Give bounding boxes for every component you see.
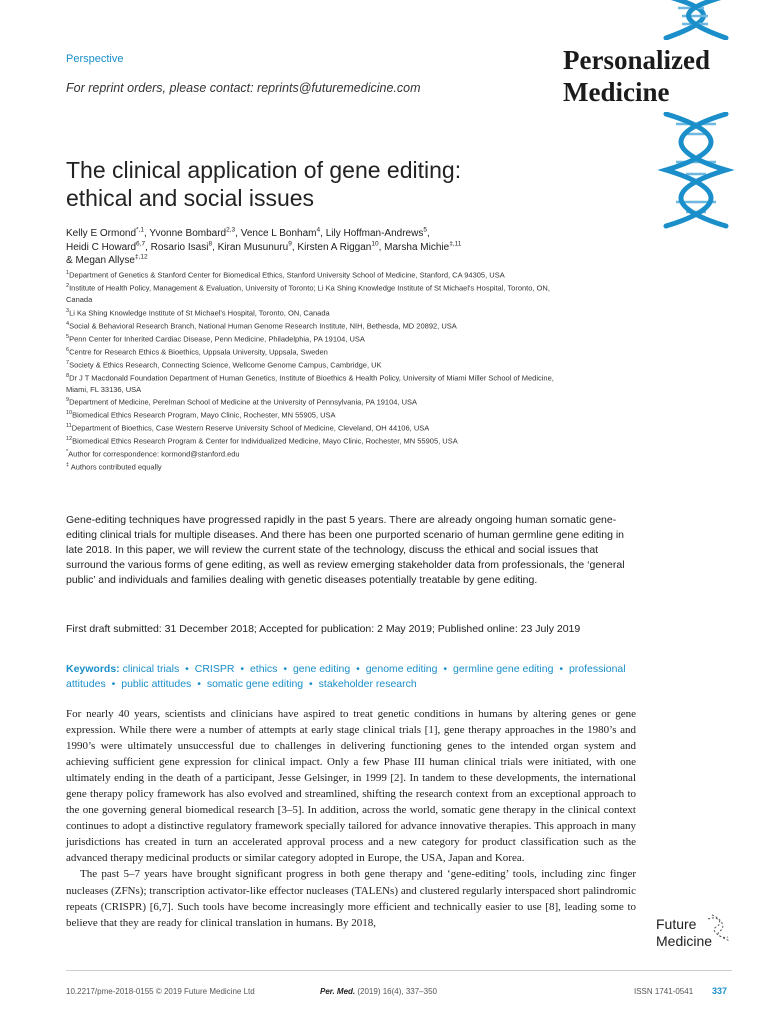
author-affiliation-marker: 9 [288,240,292,248]
affiliation-marker: 12 [66,436,73,442]
affiliation-marker: 8 [66,372,70,379]
author-affiliation-marker: 5 [423,226,427,234]
section-label: Perspective [66,53,124,65]
dna-helix-icon [656,0,736,40]
keyword-separator: • [283,663,288,675]
author-list: Kelly E Ormond$^{*,1}$, Yvonne Bombard$^{2,3}$, Vence L Bonham$^4$, Lily Hoffman-Andrews$^5$, Heidi C Howard$^{6,7}$, Rosario Isasi$^8$, Kiran Musunuru$^9$, Kirsten A Riggan$^{10}$, Marsha Michie$^{\ddagger,11}$ & Megan Allyse$^{\ddagger,12}$ [66,226,462,266]
article-title-line2: ethical and social issues [66,185,315,211]
author-affiliation-marker: 8 [208,240,213,248]
affiliation-text: Department of Genetics & Stanford Center for Biomedical Ethics, Stanford University School of Medicine, Stanford, CA 94305, USA [69,270,505,280]
affiliation-text: Li Ka Shing Knowledge Institute of St Michael's Hospital, Toronto, ON, Canada [69,308,330,317]
journal-title-line1: Personalized [563,45,710,75]
author-name: Kelly E Ormond [66,228,137,239]
author-name: & Megan Allyse [66,255,135,266]
dna-helix-icon [656,112,736,230]
affiliation-text: Society & Ethics Research, Connecting Science, Wellcome Genome Campus, Cambridge, UK [69,360,382,369]
affiliation [66,319,566,332]
affiliation-marker: 3 [66,307,70,314]
keyword-separator: • [185,663,189,675]
keyword[interactable]: CRISPR [194,663,235,675]
affiliation [66,306,566,319]
keyword[interactable]: stakeholder research [318,678,417,690]
author-name: Lily Hoffman-Andrews [325,228,424,239]
keyword[interactable]: public attitudes [121,678,192,690]
affiliation [66,408,566,421]
author-name: Yvonne Bombard [149,228,227,239]
affiliation-text: Department of Medicine, Perelman School of Medicine at the University of Pennsylvania, PA 19104, USA [69,397,418,407]
author-affiliation-marker: 6,7 [136,240,146,248]
keywords [66,662,646,692]
affiliation-marker: 7 [66,359,70,366]
affiliation [66,447,566,460]
affiliation-marker: 11 [66,423,72,429]
publication-dates: First draft submitted: 31 December 2018; Accepted for publication: 2 May 2019; Published online: 23 July 2019 [66,623,581,635]
page-number: 337 [712,986,728,996]
affiliation-marker: 10 [66,410,73,416]
affiliation [66,345,566,358]
affiliation [66,421,566,434]
article-body [66,706,636,931]
affiliation-text: Authors contributed equally [69,462,162,472]
keyword[interactable]: genome editing [365,663,438,675]
affiliation-text: Department of Bioethics, Case Western Reserve University School of Medicine, Cleveland, OH 44106, USA [71,423,430,433]
affiliation-text: Dr J T Macdonald Foundation Department of Human Genetics, Institute of Bioethics & Health Policy, University of Miami Miller School of Medicine, Miami, FL 33136, USA [66,373,554,394]
affiliation-text: Social & Behavioral Research Branch, National Human Genome Research Institute, NIH, Bethesda, MD 20892, USA [69,321,457,330]
journal-title-line2: Medicine [563,77,670,107]
keyword-separator: • [356,663,360,675]
keyword-separator: • [309,678,313,690]
body-paragraph: For nearly 40 years, scientists and clinicians have aspired to treat genetic conditions in humans by altering genes or gene expression. While there were a number of attempts at early stage clinical trials [1], gene therapy approaches in the 1980’s and 1990’s were ultimately unsuccessful due to challenges in delivering functioning genes to the intended organ system and achieving sufficient gene expression for clinical impact. Only a few Phase III human clinical trials were initiated, with one ultimately ending in the death of a participant, Jesse Gelsinger, in 1999 [2]. In tandem to these developments, the international gene therapy policy framework has also evolved and streamlined, shifting the research context from an exceptional approach to the one governing general biomedical research [3–5]. In addition, across the world, somatic gene therapy in the clinical context continues to adopt a distinctive regulatory framework specially tailored for advance innovative therapies. This approach in many jurisdictions has created in turn an accelerated approval process and a new category for product classification such as the advanced therapy medicinal products or similar category adopted in Europe, the USA, Japan and Korea. [66,708,636,865]
keyword-separator: • [443,663,448,675]
journal-title [563,44,710,108]
keyword[interactable]: somatic gene editing [206,678,304,690]
affiliation-marker: 4 [66,320,70,327]
affiliation-text: Author for correspondence: kormond@stanford.edu [68,449,240,459]
affiliation-marker: 2 [66,283,70,289]
keyword[interactable]: clinical trials [122,663,180,675]
body-paragraph: The past 5–7 years have brought significant progress in both gene therapy and ‘gene-editing’ tools, including zinc finger nucleases (ZFNs); transcription activator-like effector nucleases (TALENs) and clustered regularly interspaced short palindromic repeats (CRISPR) [6,7]. Such tools have become increasingly more efficient and technically easier to use [8], leading some to believe that they are ready for clinical translation in humans. By 2018, [66,868,636,929]
keyword[interactable]: germline gene editing [453,663,554,675]
author-affiliation-marker: ‡,12 [134,253,148,261]
affiliation [66,268,566,281]
footer-doi: 10.2217/pme-2018-0155 © 2019 Future Medicine Ltd [66,987,255,996]
affiliation-text: Penn Center for Inherited Cardiac Disease, Penn Medicine, Philadelphia, PA 19104, USA [69,334,365,343]
affiliation-marker: 9 [66,397,70,403]
citation-detail: (2019) 16(4), 337–350 [357,987,437,996]
author-name: Kirsten A Riggan [297,241,372,253]
affiliation [66,434,566,447]
affiliation-text: Centre for Research Ethics & Bioethics, Uppsala University, Uppsala, Sweden [69,347,328,356]
reprint-notice: For reprint orders, please contact: reprints@futuremedicine.com [66,81,421,95]
affiliation-marker: 5 [66,333,70,340]
footer-divider [66,970,732,971]
abstract: Gene-editing techniques have progressed rapidly in the past 5 years. There are already ongoing human somatic gene-editing clinical trials for multiple diseases. And there has been one purported scenario of human germline gene editing in late 2018. In this paper, we will review the current state of the technology, discuss the ethical and social issues that surround the various forms of gene editing, as well as review emerging stakeholder data from professionals, the ‘general public’ and individuals and families dealing with genetic diseases potentially treatable by gene editing. [66,514,625,586]
keyword-separator: • [240,663,245,675]
author-name: Vence L Bonham [240,228,317,239]
affiliation [66,460,566,473]
author-affiliation-marker: 4 [316,226,321,234]
affiliation [66,281,566,306]
author-name: Heidi C Howard [66,241,137,253]
affiliation [66,358,566,371]
affiliation-marker: * [66,449,69,455]
author-affiliation-marker: *,1 [136,226,144,234]
future-medicine-logo [656,916,712,950]
author-affiliation-marker: 2,3 [226,226,236,234]
affiliation-text: Biomedical Ethics Research Program, Mayo Clinic, Rochester, MN 55905, USA [72,410,336,420]
author-affiliation-marker: ‡,11 [449,240,462,248]
keyword-list [66,663,626,690]
keyword[interactable]: ethics [249,663,278,675]
affiliation [66,395,566,408]
affiliation [66,332,566,345]
affiliation-list [66,268,566,473]
journal-abbrev: Per. Med. [320,987,356,996]
keywords-label: Keywords: [66,663,120,675]
author-name: Marsha Michie [384,241,450,253]
author-name: Rosario Isasi [150,241,209,253]
footer-citation [320,987,437,996]
affiliation [66,371,566,396]
author-affiliation-marker: 10 [371,240,379,248]
keyword[interactable]: professional attitudes [66,663,626,690]
logo-line1: Future [656,916,697,932]
keyword[interactable]: gene editing [292,663,351,675]
article-title-line1: The clinical application of gene editing: [66,157,462,183]
article-title [66,156,566,212]
affiliation-marker: 1 [66,270,70,276]
keyword-separator: • [559,663,564,675]
affiliation-marker: ‡ [66,462,70,468]
footer-issn: ISSN 1741-0541 [634,987,694,996]
logo-swirl-icon [706,913,732,943]
logo-line2: Medicine [656,933,713,949]
keyword-separator: • [197,678,201,690]
affiliation-marker: 6 [66,346,70,353]
affiliation-text: Institute of Health Policy, Management & Evaluation, University of Toronto; Li Ka Shing Knowledge Institute of St Michael's Hospital, Toronto, ON, Canada [66,283,550,304]
author-name: Kiran Musunuru [217,241,289,253]
keyword-separator: • [111,678,116,690]
affiliation-text: Biomedical Ethics Research Program & Center for Individualized Medicine, Mayo Clinic, Rochester, MN 55905, USA [72,436,458,446]
